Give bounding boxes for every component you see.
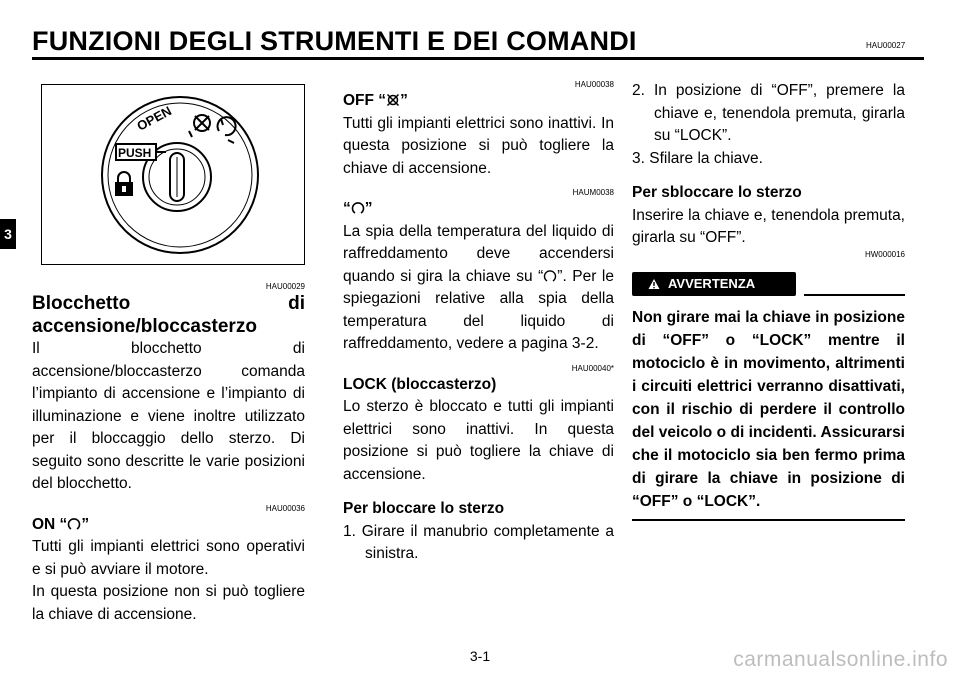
watermark: carmanualsonline.info	[733, 648, 948, 671]
temp-paragraph-a: La spia della temperatura del liquido di raffreddamento deve accendersi quando si gira la chiave su “	[343, 222, 614, 285]
off-suffix: ”	[400, 92, 408, 109]
temp-heading	[343, 198, 614, 221]
temp-open-quote: “	[343, 200, 351, 217]
warning-header	[632, 272, 905, 296]
code-hau00040: HAU00040*	[571, 363, 614, 373]
warning-bottom-rule	[632, 519, 905, 521]
chapter-tab: 3	[0, 219, 16, 249]
on-position-icon	[351, 201, 365, 215]
warning-top-rule	[804, 294, 905, 296]
lock-step-3: 3. Sfilare la chiave.	[632, 149, 763, 167]
code-hau00029: HAU00029	[265, 282, 305, 291]
column-1	[32, 282, 305, 626]
on-position-icon	[543, 269, 557, 283]
on-heading	[32, 514, 305, 537]
title-underline	[32, 57, 924, 60]
column-2	[343, 80, 614, 566]
lock-step-1: 1. Girare il manubrio completamente a sinistra.	[343, 522, 614, 562]
warning-badge	[632, 272, 796, 296]
on-prefix: ON “	[32, 515, 68, 533]
ignition-switch-figure	[41, 84, 305, 265]
page-title: FUNZIONI DEGLI STRUMENTI E DEI COMANDI	[32, 26, 637, 56]
warning-label: AVVERTENZA	[668, 275, 756, 291]
intro-paragraph: Il blocchetto di accensione/bloccasterzo comanda l’impianto di accensione e l’impianto di illuminazione e viene inoltre utilizzato per il bloccaggio dello sterzo. Di seguito sono descritte le varie posizioni del blocchetto.	[32, 340, 305, 492]
lock-steps-heading: Per bloccare lo sterzo	[343, 500, 505, 517]
on-key-paragraph: In questa posizione non si può togliere la chiave di accensione.	[32, 583, 305, 623]
temp-paragraph-b: ”. Per le spiegazioni relative alla spia della temperatura del liquido di raffreddamento, vedere a pagina 3-2.	[343, 267, 614, 352]
open-label: OPEN	[134, 103, 174, 134]
warning-text: Non girare mai la chiave in posizione di “OFF” o “LOCK” mentre il motociclo è in movimento, altrimenti i circuiti elettrici verranno disattivati, con il rischio di perdere il controllo del veicolo o di incidenti. Assicurarsi che il motociclo sia ben fermo prima di girare la chiave in posizione di “OFF” o “LOCK”.	[632, 308, 905, 510]
warning-triangle-icon	[648, 278, 660, 290]
section-code: HAU00027	[866, 41, 906, 50]
on-suffix: ”	[81, 515, 90, 533]
lock-step-2: 2. In posizione di “OFF”, premere la chiave e, tenendola premuta, girarla su “LOCK”.	[632, 82, 905, 144]
code-hau00036: HAU00036	[265, 503, 305, 513]
push-label: PUSH	[118, 146, 152, 160]
code-hw000016: HW000016	[864, 249, 905, 259]
lock-icon	[115, 172, 133, 196]
lock-heading: LOCK (bloccasterzo)	[343, 375, 497, 393]
code-haum0038: HAUM0038	[572, 188, 614, 197]
crossed-circle-icon	[386, 93, 400, 107]
section-heading: Blocchetto di accensione/bloccasterzo	[32, 293, 305, 337]
ignition-switch-illustration	[42, 85, 304, 264]
unlock-heading: Per sbloccare lo sterzo	[632, 184, 802, 201]
lock-paragraph: Lo sterzo è bloccato e tutti gli impianti elettrici sono inattivi. In questa posizione si può togliere la chiave di accensione.	[343, 398, 614, 483]
crossed-circle-icon	[194, 115, 210, 131]
unlock-paragraph: Inserire la chiave e, tenendola premuta, girarla su “OFF”.	[632, 206, 905, 246]
column-3	[632, 80, 905, 521]
off-heading	[343, 90, 614, 113]
page-number: 3-1	[469, 648, 491, 664]
temp-paragraph	[343, 221, 614, 356]
off-paragraph: Tutti gli impianti elettrici sono inattivi. In questa posizione si può togliere la chiave di accensione.	[343, 114, 614, 177]
on-paragraph: Tutti gli impianti elettrici sono operativi e si può avviare il motore.	[32, 538, 305, 578]
code-hau00038: HAU00038	[574, 80, 614, 89]
on-position-icon	[67, 517, 81, 531]
off-prefix: OFF “	[343, 92, 387, 109]
temp-close-quote: ”	[364, 200, 373, 217]
